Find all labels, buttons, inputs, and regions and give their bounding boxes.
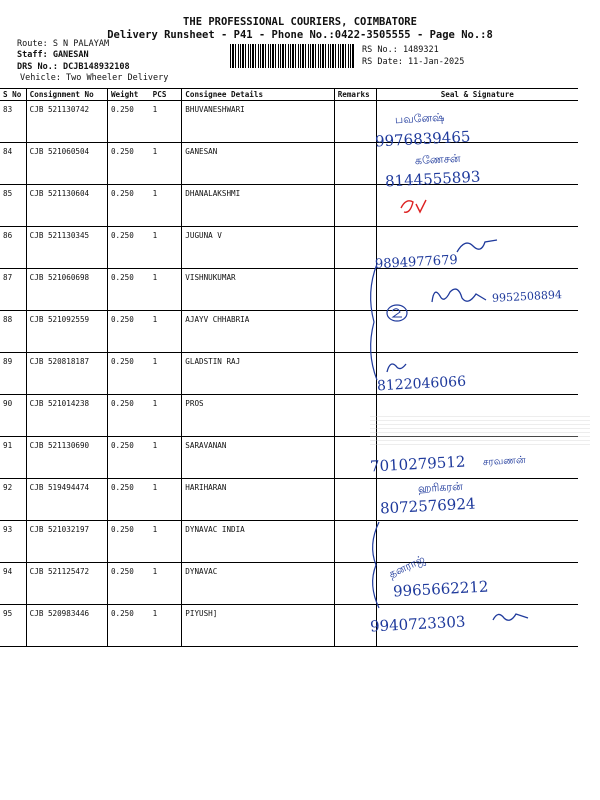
handwritten-phone: 7010279512	[369, 452, 466, 476]
handwritten-name: சரவணன்	[482, 454, 526, 469]
cell-pcs: 1	[150, 437, 182, 479]
handwritten-phone: 8122046066	[376, 373, 467, 395]
col-seal: Seal & Signature	[376, 89, 578, 101]
circle-mark	[385, 303, 409, 323]
table-row	[0, 101, 578, 143]
cell-sno: 90	[0, 395, 26, 437]
cell-consignee: GANESAN	[182, 143, 334, 185]
handwritten-phone: 9940723303	[369, 612, 466, 636]
signature-scribble	[455, 234, 500, 256]
cell-consignee: DYNAVAC	[182, 563, 334, 605]
cell-weight: 0.250	[107, 563, 149, 605]
handwritten-name: தனராஜ்	[386, 552, 427, 581]
cell-consignment: CJB 521014238	[26, 395, 107, 437]
table-row	[0, 563, 578, 605]
cell-pcs: 1	[150, 521, 182, 563]
cell-sno: 92	[0, 479, 26, 521]
runsheet-subtitle: Delivery Runsheet - P41 - Phone No.:0422-3505555 - Page No.:8	[107, 29, 493, 41]
table-row	[0, 143, 578, 185]
handwritten-phone: 9952508894	[491, 288, 563, 305]
cell-pcs: 1	[150, 227, 182, 269]
cell-consignment: CJB 521032197	[26, 521, 107, 563]
cell-consignee: PROS	[182, 395, 334, 437]
col-sno: S No	[0, 89, 26, 101]
col-consignment: Consignment No	[26, 89, 107, 101]
handwritten-name: ஹரிகரன்	[417, 479, 464, 496]
cell-consignment: CJB 520983446	[26, 605, 107, 647]
cell-sno: 85	[0, 185, 26, 227]
cell-sno: 83	[0, 101, 26, 143]
table-row	[0, 269, 578, 311]
handwritten-phone: 9976839465	[374, 127, 471, 151]
bracket-mark	[364, 520, 384, 610]
cell-weight: 0.250	[107, 521, 149, 563]
cell-consignment: CJB 521060698	[26, 269, 107, 311]
cell-pcs: 1	[150, 605, 182, 647]
cell-consignment: CJB 520818187	[26, 353, 107, 395]
cell-weight: 0.250	[107, 143, 149, 185]
cell-sno: 84	[0, 143, 26, 185]
cell-sno: 89	[0, 353, 26, 395]
handwritten-phone: 8072576924	[379, 494, 476, 518]
cell-sno: 87	[0, 269, 26, 311]
cell-sno: 91	[0, 437, 26, 479]
table-row	[0, 521, 578, 563]
cell-remarks	[334, 143, 376, 185]
table-row	[0, 311, 578, 353]
cell-weight: 0.250	[107, 605, 149, 647]
cell-sno: 95	[0, 605, 26, 647]
cell-sno: 86	[0, 227, 26, 269]
route-label: Route: S N PALAYAM	[17, 39, 110, 49]
handwritten-name: பவனேஷ்	[394, 110, 445, 127]
cell-sno: 93	[0, 521, 26, 563]
cell-consignment: CJB 521092559	[26, 311, 107, 353]
cell-pcs: 1	[150, 479, 182, 521]
signature-scribble	[428, 282, 488, 310]
cell-consignee: VISHNUKUMAR	[182, 269, 334, 311]
cell-consignee: BHUVANESHWARI	[182, 101, 334, 143]
cell-consignment: CJB 521130345	[26, 227, 107, 269]
cell-weight: 0.250	[107, 227, 149, 269]
drs-number: DRS No.: DCJB148932108	[17, 62, 130, 72]
rs-number: RS No.: 1489321	[362, 45, 439, 55]
barcode-image	[230, 44, 355, 68]
red-tick-mark	[398, 196, 428, 216]
handwritten-phone: 9894977679	[374, 252, 459, 273]
cell-consignee: DHANALAKSHMI	[182, 185, 334, 227]
cell-pcs: 1	[150, 353, 182, 395]
table-row	[0, 353, 578, 395]
cell-weight: 0.250	[107, 395, 149, 437]
cell-seal	[376, 521, 578, 563]
cell-weight: 0.250	[107, 479, 149, 521]
faded-stamp	[370, 415, 590, 445]
cell-consignment: CJB 519494474	[26, 479, 107, 521]
signature-scribble	[384, 358, 410, 376]
cell-weight: 0.250	[107, 269, 149, 311]
cell-sno: 94	[0, 563, 26, 605]
cell-consignee: AJAYV CHHABRIA	[182, 311, 334, 353]
runsheet-table	[0, 88, 578, 647]
cell-consignee: PIYUSH]	[182, 605, 334, 647]
company-title: THE PROFESSIONAL COURIERS, COIMBATORE	[183, 16, 417, 28]
bracket-mark	[362, 262, 382, 382]
cell-consignment: CJB 521125472	[26, 563, 107, 605]
cell-consignee: SARAVANAN	[182, 437, 334, 479]
staff-label: Staff: GANESAN	[17, 50, 89, 60]
cell-consignee: DYNAVAC INDIA	[182, 521, 334, 563]
cell-weight: 0.250	[107, 185, 149, 227]
col-remarks: Remarks	[334, 89, 376, 101]
handwritten-phone: 8144555893	[384, 167, 481, 191]
cell-pcs: 1	[150, 185, 182, 227]
handwritten-name: கணேசன்	[414, 151, 461, 168]
cell-weight: 0.250	[107, 437, 149, 479]
col-weight: Weight	[107, 89, 149, 101]
cell-pcs: 1	[150, 395, 182, 437]
cell-weight: 0.250	[107, 311, 149, 353]
table-header-row	[0, 89, 578, 101]
cell-remarks	[334, 101, 376, 143]
cell-remarks	[334, 479, 376, 521]
col-consignee: Consignee Details	[182, 89, 334, 101]
vehicle-label: Vehicle: Two Wheeler Delivery	[20, 73, 169, 83]
cell-sno: 88	[0, 311, 26, 353]
signature-scribble	[490, 606, 530, 626]
cell-pcs: 1	[150, 311, 182, 353]
cell-consignee: JUGUNA V	[182, 227, 334, 269]
table-row	[0, 185, 578, 227]
cell-pcs: 1	[150, 101, 182, 143]
cell-pcs: 1	[150, 563, 182, 605]
rs-date: RS Date: 11-Jan-2025	[362, 57, 465, 67]
cell-pcs: 1	[150, 143, 182, 185]
cell-remarks	[334, 185, 376, 227]
cell-consignment: CJB 521060504	[26, 143, 107, 185]
col-pcs: PCS	[150, 89, 182, 101]
cell-weight: 0.250	[107, 353, 149, 395]
cell-consignee: HARIHARAN	[182, 479, 334, 521]
cell-pcs: 1	[150, 269, 182, 311]
cell-weight: 0.250	[107, 101, 149, 143]
cell-consignee: GLADSTIN RAJ	[182, 353, 334, 395]
cell-consignment: CJB 521130604	[26, 185, 107, 227]
table-row	[0, 479, 578, 521]
handwritten-phone: 9965662212	[392, 577, 489, 601]
cell-consignment: CJB 521130742	[26, 101, 107, 143]
cell-consignment: CJB 521130690	[26, 437, 107, 479]
